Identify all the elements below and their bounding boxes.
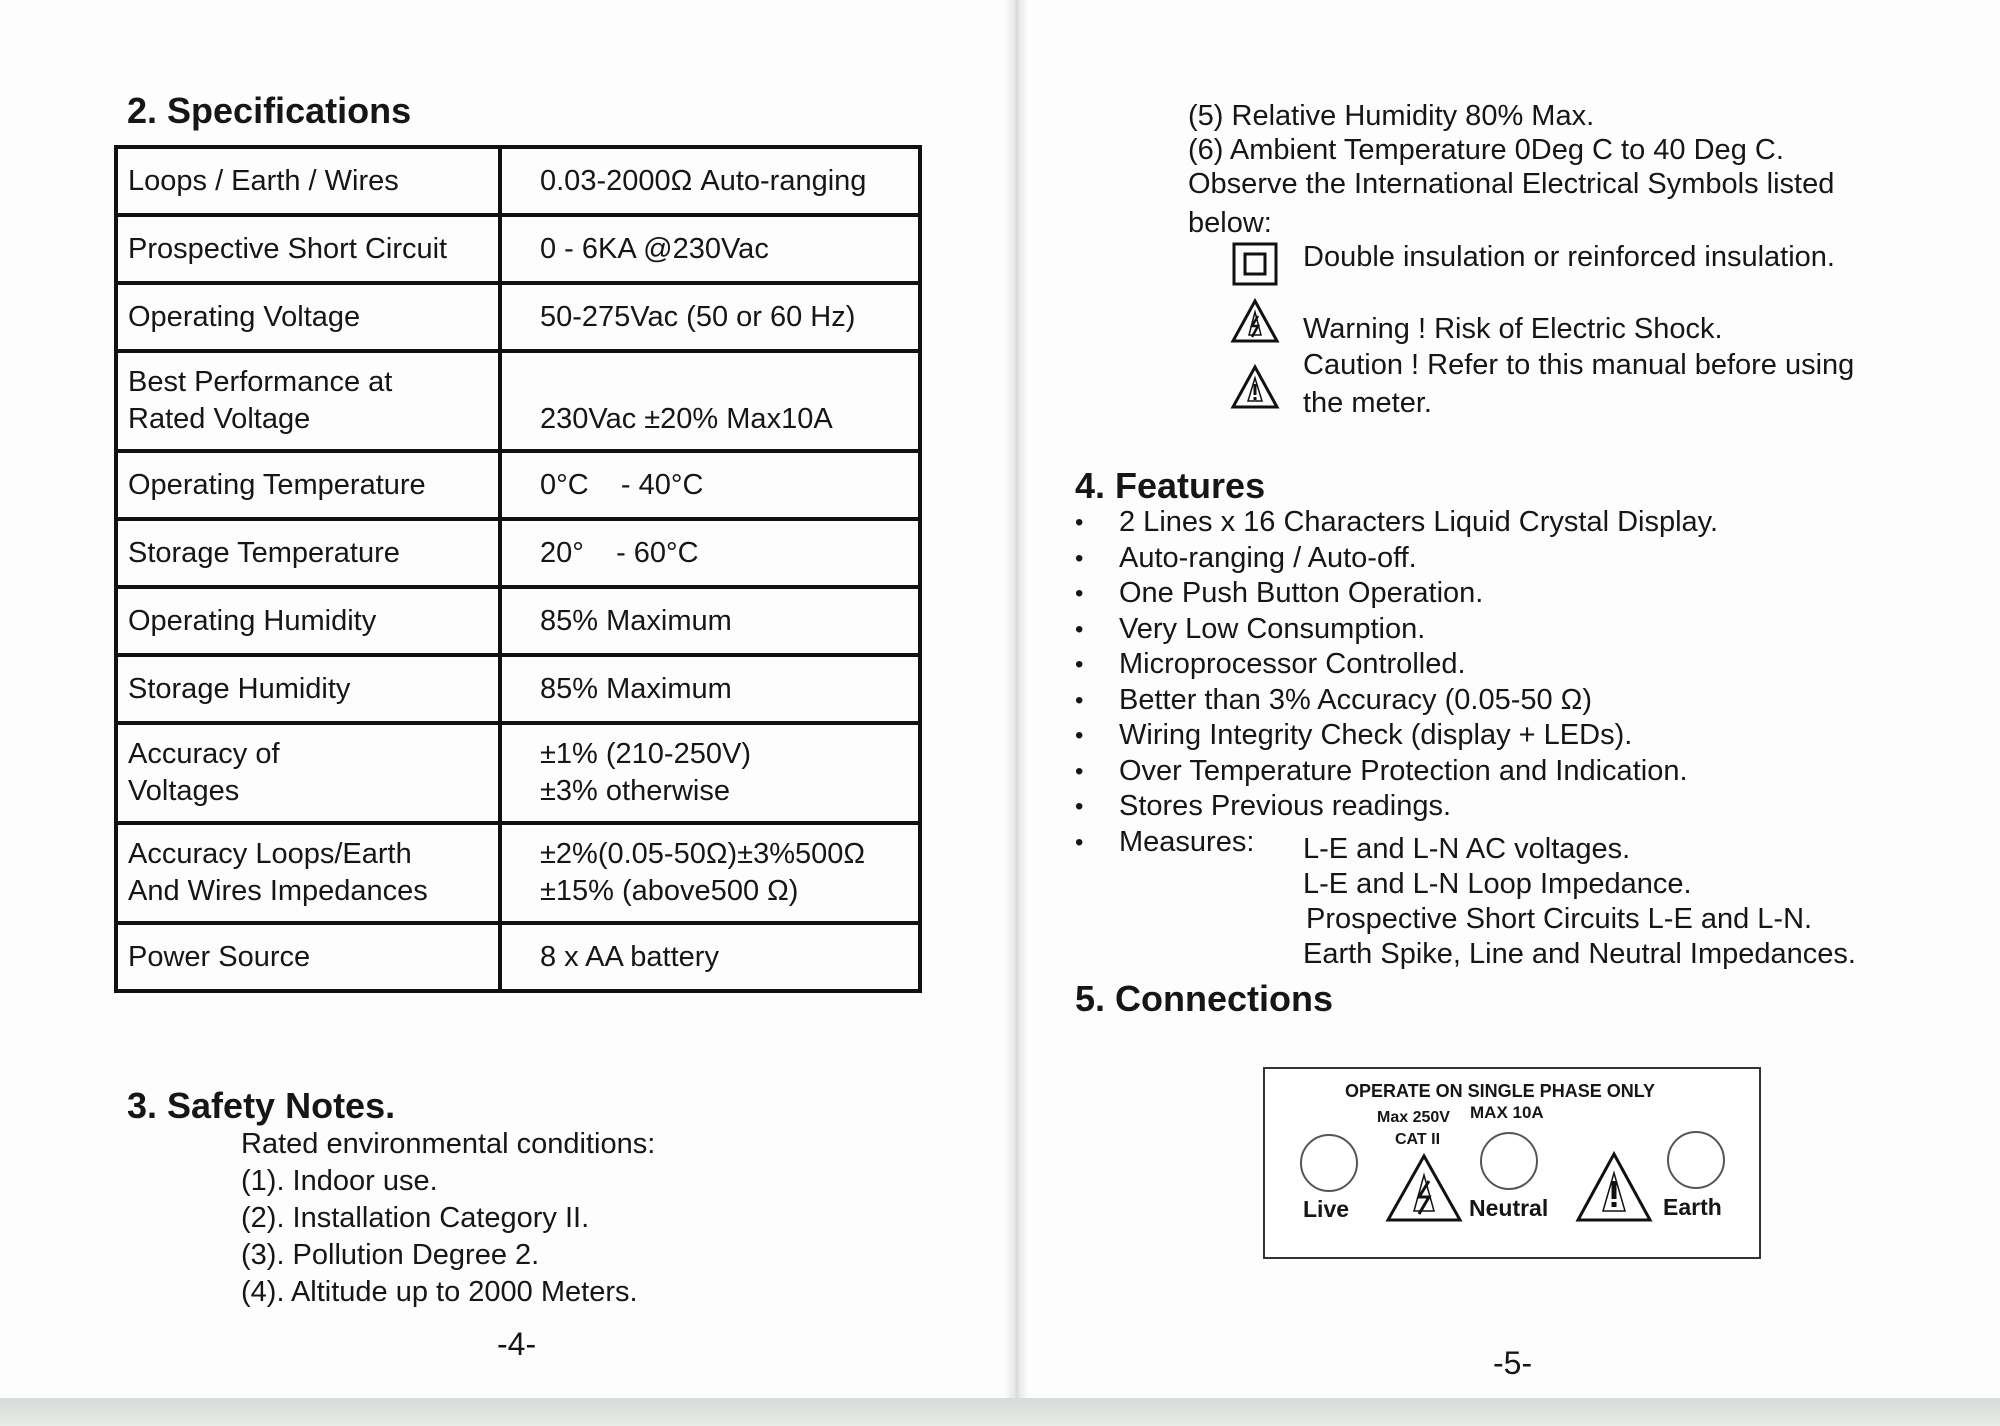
panel-max-voltage: Max 250V [1377,1109,1450,1126]
spec-value-line: ±15% (above500 Ω) [540,875,799,907]
caution-icon [1230,364,1280,410]
spec-row [116,351,920,451]
panel-category: CAT II [1395,1131,1441,1148]
spec-row [116,723,920,823]
features-heading: 4. Features [1075,465,1266,506]
feature-item: • Better than 3% Accuracy (0.05-50 Ω) [1075,683,1718,719]
spec-label-line: Voltages [128,775,240,807]
safety-item-1: (1). Indoor use. [241,1165,438,1197]
spec-value [500,283,920,351]
electric-shock-warning-icon [1230,298,1280,344]
spec-value-line: ±3% otherwise [540,775,731,807]
spec-value [500,451,920,519]
specifications-table [114,145,922,993]
spec-label [116,923,500,991]
spec-value [500,215,920,283]
spec-value [500,519,920,587]
page-number-left: -4- [497,1326,537,1362]
spec-label [116,823,500,923]
observe-text-line1: Observe the International Electrical Symbols listed [1188,168,1835,200]
spec-value-line: 85% Maximum [540,604,732,637]
panel-single-phase-text: OPERATE ON SINGLE PHASE ONLY [1345,1081,1656,1101]
panel-caution-icon [1575,1151,1653,1223]
panel-max-current: MAX 10A [1470,1103,1544,1122]
spec-value-line: 85% Maximum [540,672,732,705]
spec-value [500,923,920,991]
spec-value [500,351,920,451]
measure-2: L-E and L-N Loop Impedance. [1303,868,1692,900]
connections-heading: 5. Connections [1075,978,1334,1019]
spec-value-line: 0 - 6KA @230Vac [540,232,769,265]
spec-row [116,823,920,923]
spec-label-line: Operating Humidity [128,604,377,637]
feature-item: • Very Low Consumption. [1075,612,1718,648]
features-list [1075,505,1718,860]
earth-socket[interactable] [1667,1131,1725,1189]
spec-value-line: 50-275Vac (50 or 60 Hz) [540,300,856,333]
spec-label-line: Accuracy Loops/Earth [128,838,412,870]
spec-row [116,147,920,215]
feature-item: • Over Temperature Protection and Indication. [1075,754,1718,790]
label-earth: Earth [1663,1194,1722,1220]
spec-label [116,351,500,451]
condition-6: (6) Ambient Temperature 0Deg C to 40 Deg C. [1188,134,1784,166]
spec-value-line: 0°C - 40°C [540,468,704,501]
spec-label-line: Power Source [128,940,311,973]
spec-row [116,923,920,991]
double-insulation-icon [1232,242,1278,286]
measure-4: Earth Spike, Line and Neutral Impedances. [1303,938,1856,970]
spec-row [116,283,920,351]
spec-value-line: 0.03-2000Ω Auto-ranging [540,164,867,197]
connection-panel [1263,1067,1761,1259]
specifications-heading: 2. Specifications [127,90,412,131]
spec-row [116,519,920,587]
double-insulation-text: Double insulation or reinforced insulation. [1303,241,1835,273]
live-socket[interactable] [1300,1134,1358,1192]
book-gutter [1005,0,1027,1426]
spec-label [116,587,500,655]
measure-3: Prospective Short Circuits L-E and L-N. [1306,903,1813,935]
feature-item: • Stores Previous readings. [1075,789,1718,825]
spec-label-line: Storage Humidity [128,672,351,705]
feature-item: • 2 Lines x 16 Characters Liquid Crystal Display. [1075,505,1718,541]
feature-item: • Auto-ranging / Auto-off. [1075,541,1718,577]
spec-label-line: Accuracy of [128,738,280,770]
spec-value [500,587,920,655]
safety-item-4: (4). Altitude up to 2000 Meters. [241,1276,638,1308]
safety-intro: Rated environmental conditions: [241,1128,656,1160]
label-live: Live [1303,1196,1350,1222]
spec-row [116,655,920,723]
spec-label-line: Loops / Earth / Wires [128,164,399,197]
spec-label [116,723,500,823]
spec-label [116,283,500,351]
spec-value-line: ±2%(0.05-50Ω)±3%500Ω [540,838,866,870]
neutral-socket[interactable] [1480,1132,1538,1190]
spec-row [116,587,920,655]
scan-background-edge [0,1398,2000,1426]
measure-1: L-E and L-N AC voltages. [1303,833,1631,865]
spec-label-line: Storage Temperature [128,536,400,569]
caution-text-line2: the meter. [1303,387,1432,419]
spec-label [116,215,500,283]
page-number-right: -5- [1493,1345,1533,1381]
spec-value [500,655,920,723]
spec-label [116,519,500,587]
label-neutral: Neutral [1469,1195,1549,1221]
spec-value [500,147,920,215]
spec-label [116,655,500,723]
spec-label [116,147,500,215]
condition-5: (5) Relative Humidity 80% Max. [1188,100,1595,132]
spec-row [116,451,920,519]
measures-label: Measures: [1119,825,1255,858]
spec-label [116,451,500,519]
spec-value-line: ±1% (210-250V) [540,738,751,770]
spec-row [116,215,920,283]
spec-value-line: 230Vac ±20% Max10A [540,403,833,435]
feature-item: • Wiring Integrity Check (display + LEDs). [1075,718,1718,754]
observe-text-line2: below: [1188,207,1272,239]
warning-text: Warning ! Risk of Electric Shock. [1303,313,1723,345]
spec-value [500,723,920,823]
spec-value [500,823,920,923]
spec-value-line: 8 x AA battery [540,940,719,973]
safety-notes-heading: 3. Safety Notes. [127,1085,396,1126]
feature-item: • One Push Button Operation. [1075,576,1718,612]
spec-label-line: Operating Voltage [128,300,361,333]
spec-label-line: Rated Voltage [128,403,311,435]
feature-item: • Microprocessor Controlled. [1075,647,1718,683]
caution-text-line1: Caution ! Refer to this manual before using [1303,349,1855,381]
spec-label-line: Best Performance at [128,366,393,398]
spec-label-line: And Wires Impedances [128,875,428,907]
spec-value-line [540,364,908,401]
safety-item-2: (2). Installation Category II. [241,1202,590,1234]
spec-label-line: Operating Temperature [128,468,426,501]
safety-item-3: (3). Pollution Degree 2. [241,1239,540,1271]
panel-shock-warning-icon [1385,1153,1463,1223]
spec-value-line: 20° - 60°C [540,536,699,569]
spec-label-line: Prospective Short Circuit [128,232,448,265]
